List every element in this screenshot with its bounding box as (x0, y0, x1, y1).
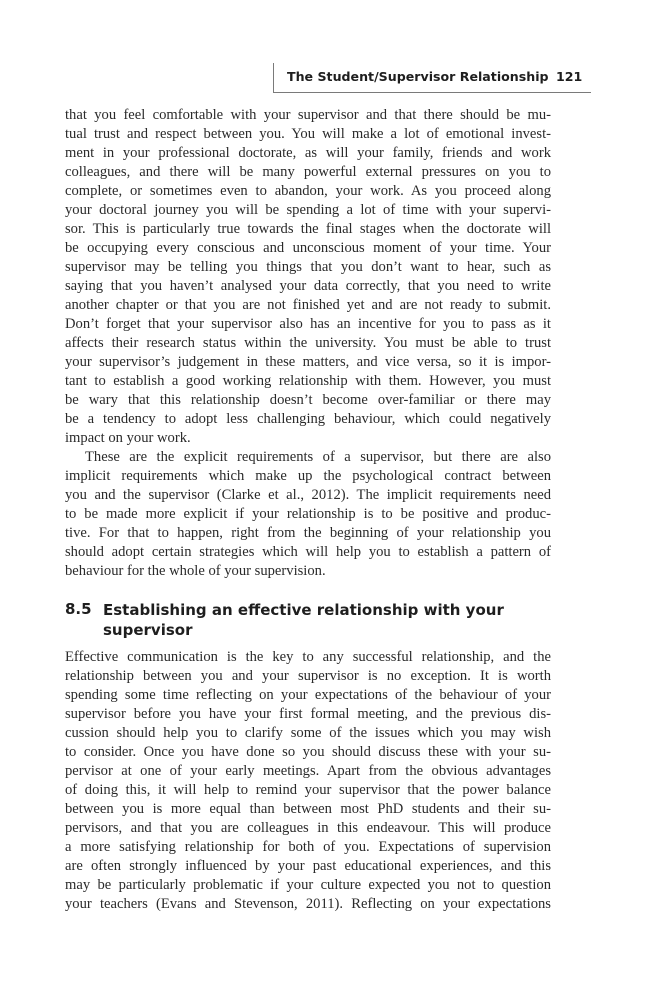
text-line: pervisor at one of your early meetings. Apart from the obvious advantages (65, 763, 551, 779)
text-line: saying that you haven’t analysed your data correctly, that you need to write (65, 278, 551, 294)
text-line: to consider. Once you have done so you should discuss these with your su- (65, 744, 551, 760)
page-number: 121 (556, 69, 583, 84)
text-line: complete, or sometimes even to abandon, your work. As you proceed along (65, 183, 551, 199)
text-line: pervisors, and that you are colleagues in this endeavour. This will produce (65, 820, 551, 836)
text-line: another chapter or that you are not finished yet and are not ready to submit. (65, 297, 551, 313)
section-heading (65, 600, 551, 640)
text-line: a more satisfying relationship for both of you. Expectations of supervision (65, 839, 551, 855)
text-line: tive. For that to happen, right from the beginning of your relationship you (65, 525, 551, 541)
text-line: should adopt certain strategies which will help you to establish a pattern of (65, 544, 551, 560)
text-line: implicit requirements which make up the psychological contract between (65, 468, 551, 484)
section-title-line: supervisor (103, 621, 193, 639)
paragraph-continued (65, 106, 551, 581)
text-line: supervisor may be telling you things that you don’t want to hear, such as (65, 259, 551, 275)
text-line: colleagues, and there will be many powerful external pressures on you to (65, 164, 551, 180)
text-line: tant to establish a good working relationship with them. However, you must (65, 373, 551, 389)
text-line: you and the supervisor (Clarke et al., 2012). The implicit requirements need (65, 487, 551, 503)
paragraph-section-body (65, 648, 551, 914)
text-line: your doctoral journey you will be spending a lot of time with your supervi- (65, 202, 551, 218)
text-line: that you feel comfortable with your supervisor and that there should be mu- (65, 107, 551, 123)
text-line: be wary that this relationship doesn’t become over-familiar or there may (65, 392, 551, 408)
text-line: be occupying every conscious and unconscious moment of your time. Your (65, 240, 551, 256)
running-head (273, 63, 591, 93)
text-line: sor. This is particularly true towards the final stages when the doctorate will (65, 221, 551, 237)
text-line: may be particularly problematic if your culture expected you not to question (65, 877, 551, 893)
text-line: supervisor before you have your first formal meeting, and the previous dis- (65, 706, 551, 722)
text-line: are often strongly influenced by your past educational experiences, and this (65, 858, 551, 874)
section-title-line: Establishing an effective relationship with your (103, 601, 504, 619)
text-line: of doing this, it will help to remind your supervisor that the power balance (65, 782, 551, 798)
section-number: 8.5 (65, 600, 92, 618)
text-line: spending some time reflecting on your expectations of the behaviour of your (65, 687, 551, 703)
text-line: Effective communication is the key to any successful relationship, and the (65, 649, 551, 665)
running-head-title: The Student/Supervisor Relationship (287, 69, 549, 84)
text-line: relationship between you and your supervisor is no exception. It is worth (65, 668, 551, 684)
text-line: Don’t forget that your supervisor also has an incentive for you to pass as it (65, 316, 551, 332)
text-line: affects their research status within the university. You must be able to trust (65, 335, 551, 351)
text-line: behaviour for the whole of your supervision. (65, 563, 326, 579)
text-line: between you is more equal than between most PhD students and their su- (65, 801, 551, 817)
text-line: tual trust and respect between you. You will make a lot of emotional invest- (65, 126, 551, 142)
text-line: be a tendency to adopt less challenging behaviour, which could negatively (65, 411, 551, 427)
text-line: your supervisor’s judgement in these matters, and vice versa, so it is impor- (65, 354, 551, 370)
text-line: These are the explicit requirements of a supervisor, but there are also (85, 449, 551, 465)
text-line: impact on your work. (65, 430, 191, 446)
text-line: cussion should help you to clarify some of the issues which you may wish (65, 725, 551, 741)
text-line: ment in your professional doctorate, as will your family, friends and work (65, 145, 551, 161)
text-line: your teachers (Evans and Stevenson, 2011). Reflecting on your expectations (65, 896, 551, 912)
text-line: to be made more explicit if your relationship is to be positive and produc- (65, 506, 551, 522)
